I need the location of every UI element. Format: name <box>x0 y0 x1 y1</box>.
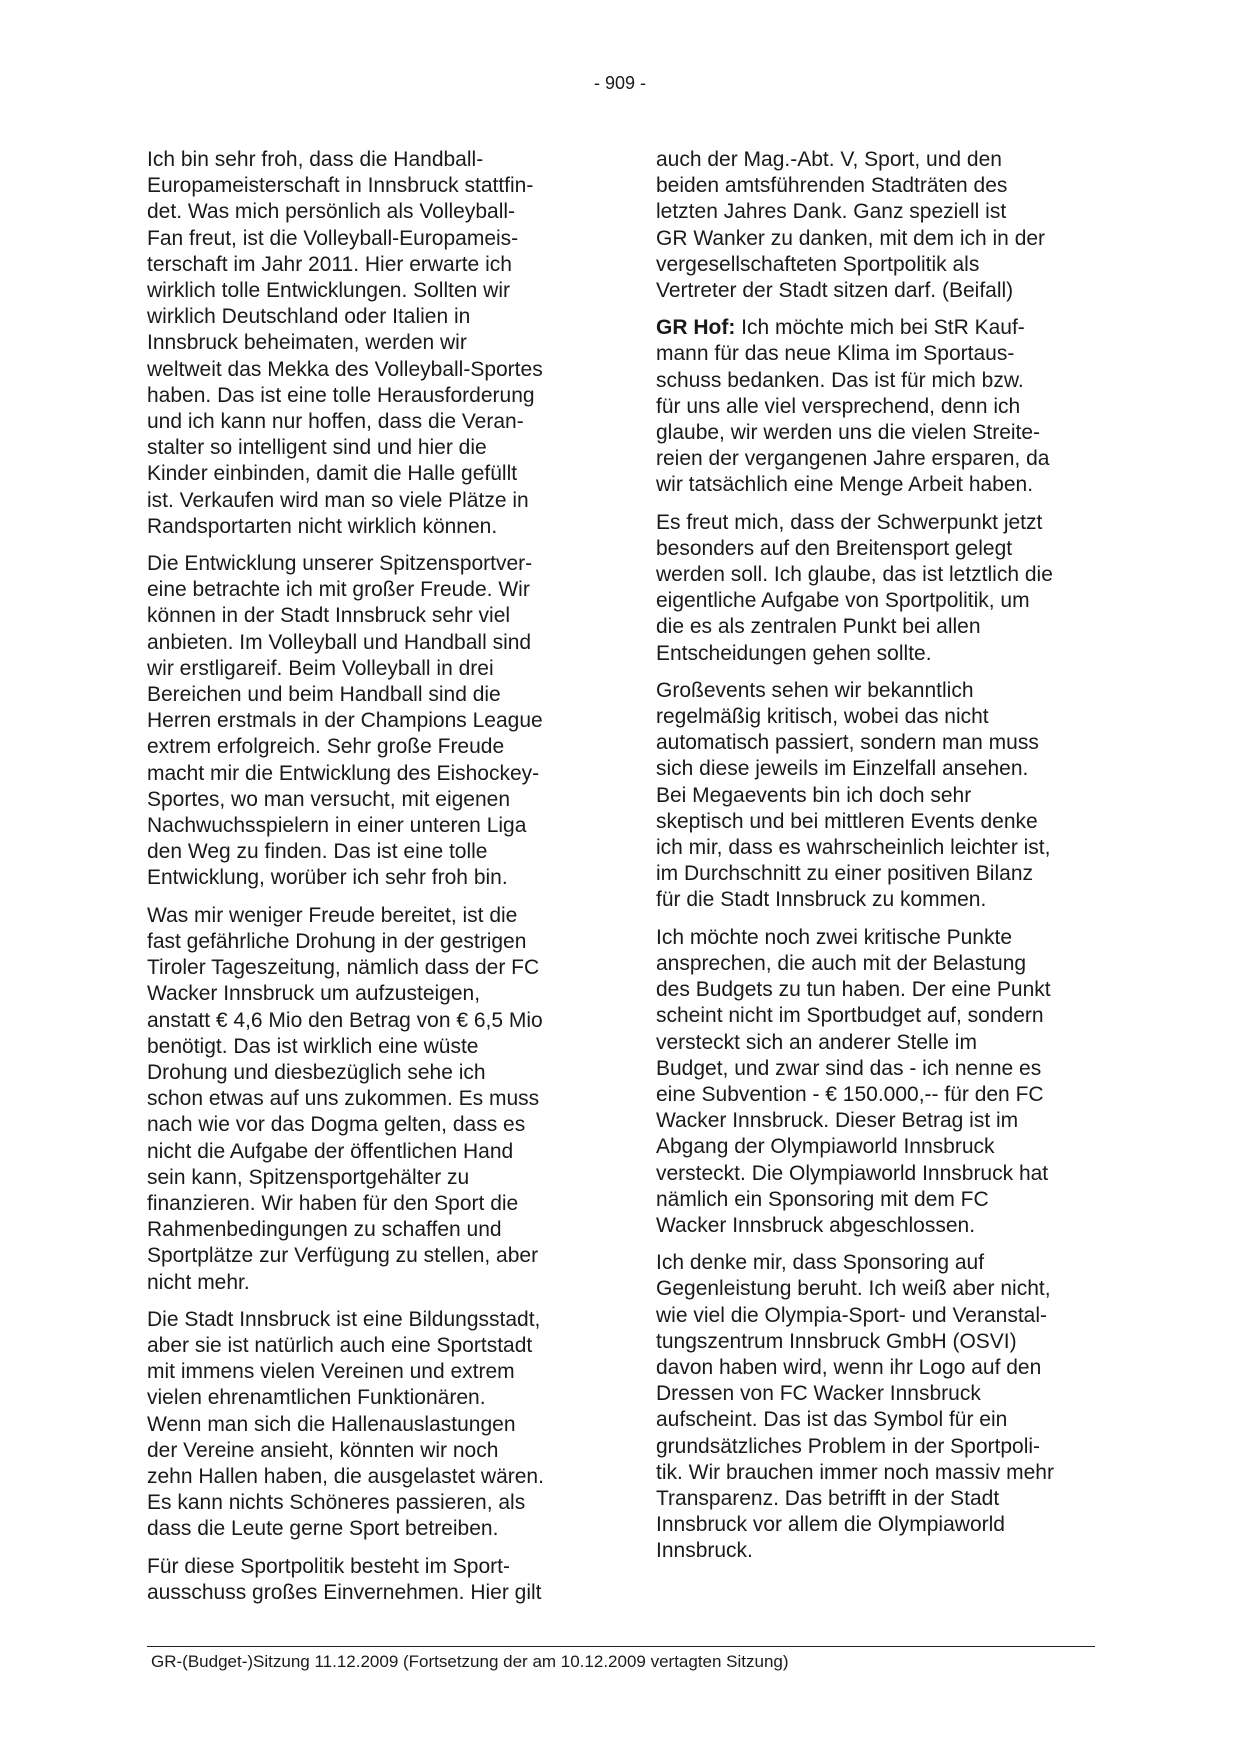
text-line: tungszentrum Innsbruck GmbH (OSVI) <box>656 1329 1017 1353</box>
text-line: für die Stadt Innsbruck zu kommen. <box>656 888 987 912</box>
text-line: Dressen von FC Wacker Innsbruck <box>656 1382 981 1406</box>
text-line: nämlich ein Sponsoring mit dem FC <box>656 1187 989 1211</box>
text-line: zehn Hallen haben, die ausgelastet wären. <box>147 1464 544 1488</box>
text-line: aufscheint. Das ist das Symbol für ein <box>656 1408 1008 1432</box>
text-line: dass die Leute gerne Sport betreiben. <box>147 1517 499 1541</box>
text-line: Innsbruck beheimaten, werden wir <box>147 331 467 355</box>
paragraph <box>147 551 587 892</box>
text-line: grundsätzliches Problem in der Sportpoli- <box>656 1434 1041 1458</box>
text-line: Großevents sehen wir bekanntlich <box>656 678 974 702</box>
paragraph <box>147 1554 587 1606</box>
footer-text: GR-(Budget-)Sitzung 11.12.2009 (Fortsetzung der am 10.12.2009 vertagten Sitzung) <box>151 1652 789 1671</box>
text-line: Herren erstmals in der Champions League <box>147 709 543 733</box>
text-line: Tiroler Tageszeitung, nämlich dass der FC <box>147 956 540 980</box>
text-line: für uns alle viel versprechend, denn ich <box>656 394 1021 418</box>
text-line: eine betrachte ich mit großer Freude. Wir <box>147 578 530 602</box>
text-line: den Weg zu finden. Das ist eine tolle <box>147 840 488 864</box>
text-line: die es als zentralen Punkt bei allen <box>656 615 981 639</box>
text-line: nach wie vor das Dogma gelten, dass es <box>147 1113 526 1137</box>
text-line: schon etwas auf uns zukommen. Es muss <box>147 1087 540 1111</box>
text-line: Europameisterschaft in Innsbruck stattfin- <box>147 174 534 198</box>
text-line: scheint nicht im Sportbudget auf, sondern <box>656 1004 1044 1028</box>
text-line: ausschuss großes Einvernehmen. Hier gilt <box>147 1580 542 1604</box>
text-line: benötigt. Das ist wirklich eine wüste <box>147 1034 479 1058</box>
text-line: anbieten. Im Volleyball und Handball sind <box>147 630 532 654</box>
text-line: werden soll. Ich glaube, das ist letztlich die <box>656 563 1053 587</box>
text-line: regelmäßig kritisch, wobei das nicht <box>656 705 989 729</box>
text-line: mit immens vielen Vereinen und extrem <box>147 1360 515 1384</box>
text-line: Es kann nichts Schöneres passieren, als <box>147 1491 526 1515</box>
page-number: - 909 - <box>593 73 647 93</box>
text-line: Wenn man sich die Hallenauslastungen <box>147 1412 516 1436</box>
text-line: nicht mehr. <box>147 1270 250 1294</box>
text-line: fast gefährliche Drohung in der gestrigen <box>147 929 527 953</box>
text-line: auch der Mag.-Abt. V, Sport, und den <box>656 148 1002 171</box>
text-line: Ich bin sehr froh, dass die Handball- <box>147 148 484 171</box>
text-line: Randsportarten nicht wirklich können. <box>147 514 498 538</box>
text-line: reien der vergangenen Jahre ersparen, da <box>656 447 1050 471</box>
text-line: im Durchschnitt zu einer positiven Bilanz <box>656 862 1033 886</box>
text-line: Transparenz. Das betrifft in der Stadt <box>656 1486 1000 1510</box>
text-line: Es freut mich, dass der Schwerpunkt jetzt <box>656 510 1043 534</box>
text-line: nicht die Aufgabe der öffentlichen Hand <box>147 1139 514 1163</box>
text-line: eine Subvention - € 150.000,-- für den FC <box>656 1082 1044 1106</box>
text-line: Was mir weniger Freude bereitet, ist die <box>147 903 518 927</box>
text-line: versteckt. Die Olympiaworld Innsbruck hat <box>656 1161 1049 1185</box>
text-line: Entscheidungen gehen sollte. <box>656 641 932 665</box>
text-line: det. Was mich persönlich als Volleyball- <box>147 200 516 224</box>
text-line: können in der Stadt Innsbruck sehr viel <box>147 604 511 628</box>
text-line: ist. Verkaufen wird man so viele Plätze in <box>147 488 529 512</box>
text-line <box>656 315 1096 341</box>
text-line: Entwicklung, worüber ich sehr froh bin. <box>147 866 508 890</box>
text-line: Vertreter der Stadt sitzen darf. (Beifall) <box>656 279 1014 303</box>
text-line: Kinder einbinden, damit die Halle gefüllt <box>147 462 518 486</box>
paragraph <box>147 147 587 540</box>
paragraph <box>656 1250 1096 1564</box>
text-line: ich mir, dass es wahrscheinlich leichter ist, <box>656 836 1051 860</box>
paragraph <box>656 147 1096 304</box>
paragraph <box>147 1307 587 1543</box>
text-line: Drohung und diesbezüglich sehe ich <box>147 1060 486 1084</box>
text-line: skeptisch und bei mittleren Events denke <box>656 809 1038 833</box>
right-column <box>656 147 1096 1576</box>
text-line: Für diese Sportpolitik besteht im Sport- <box>147 1554 510 1578</box>
text-line: automatisch passiert, sondern man muss <box>656 731 1039 755</box>
text-line: davon haben wird, wenn ihr Logo auf den <box>656 1355 1042 1379</box>
text-line: und ich kann nur hoffen, dass die Veran- <box>147 410 524 434</box>
text-line: Bereichen und beim Handball sind die <box>147 683 501 707</box>
text-line: sich diese jeweils im Einzelfall ansehen. <box>656 757 1029 781</box>
text-line: Innsbruck. <box>656 1539 753 1563</box>
text-line: wie viel die Olympia-Sport- und Veranstal- <box>656 1303 1048 1327</box>
text-line: wirklich tolle Entwicklungen. Sollten wir <box>147 279 510 303</box>
speaker-label: GR Hof: <box>656 316 736 340</box>
text-line: macht mir die Entwicklung des Eishockey- <box>147 761 540 785</box>
text-line: letzten Jahres Dank. Ganz speziell ist <box>656 200 1007 224</box>
text-line: Die Stadt Innsbruck ist eine Bildungsstadt, <box>147 1307 541 1331</box>
text-line: weltweit das Mekka des Volleyball-Sportes <box>147 357 543 381</box>
text-line: Sportplätze zur Verfügung zu stellen, aber <box>147 1244 539 1268</box>
text-line: aber sie ist natürlich auch eine Sportstadt <box>147 1333 533 1357</box>
text-line: ansprechen, die auch mit der Belastung <box>656 951 1027 975</box>
text-line: vielen ehrenamtlichen Funktionären. <box>147 1386 486 1410</box>
text-line: eigentliche Aufgabe von Sportpolitik, um <box>656 589 1030 613</box>
text-line: Abgang der Olympiaworld Innsbruck <box>656 1135 995 1159</box>
text-line: Budget, und zwar sind das - ich nenne es <box>656 1056 1042 1080</box>
text-line: wir tatsächlich eine Menge Arbeit haben. <box>656 473 1034 497</box>
text-line: stalter so intelligent sind und hier die <box>147 436 487 460</box>
text-line: finanzieren. Wir haben für den Sport die <box>147 1191 519 1215</box>
paragraph <box>656 510 1096 667</box>
text-line: Wacker Innsbruck um aufzusteigen, <box>147 982 481 1006</box>
text-line: Ich möchte noch zwei kritische Punkte <box>656 925 1012 949</box>
text-line: glaube, wir werden uns die vielen Streite- <box>656 421 1041 445</box>
text-line: extrem erfolgreich. Sehr große Freude <box>147 735 505 759</box>
speaker-line-rest: Ich möchte mich bei StR Kauf- <box>735 316 1025 340</box>
text-line: Sportes, wo man versucht, mit eigenen <box>147 787 511 811</box>
text-line: schuss bedanken. Das ist für mich bzw. <box>656 368 1024 392</box>
text-line: Gegenleistung beruht. Ich weiß aber nicht, <box>656 1277 1051 1301</box>
text-line: Innsbruck vor allem die Olympiaworld <box>656 1513 1005 1537</box>
text-line: Ich denke mir, dass Sponsoring auf <box>656 1251 985 1275</box>
text-line: sein kann, Spitzensportgehälter zu <box>147 1165 470 1189</box>
text-line: Wacker Innsbruck. Dieser Betrag ist im <box>656 1109 1019 1133</box>
paragraph <box>656 925 1096 1239</box>
text-line: besonders auf den Breitensport gelegt <box>656 536 1013 560</box>
text-line: des Budgets zu tun haben. Der eine Punkt <box>656 978 1051 1002</box>
text-line: Rahmenbedingungen zu schaffen und <box>147 1218 502 1242</box>
text-line: tik. Wir brauchen immer noch massiv mehr <box>656 1460 1054 1484</box>
text-line: Bei Megaevents bin ich doch sehr <box>656 783 972 807</box>
text-line: haben. Das ist eine tolle Herausforderung <box>147 383 535 407</box>
paragraph <box>147 903 587 1296</box>
text-line: wir erstligareif. Beim Volleyball in drei <box>147 656 494 680</box>
text-line: der Vereine ansieht, könnten wir noch <box>147 1438 499 1462</box>
text-line: wirklich Deutschland oder Italien in <box>147 305 471 329</box>
text-line: Nachwuchsspielern in einer unteren Liga <box>147 814 527 838</box>
text-line: versteckt sich an anderer Stelle im <box>656 1030 977 1054</box>
text-line: Wacker Innsbruck abgeschlossen. <box>656 1213 976 1237</box>
text-line: Die Entwicklung unserer Spitzensportver- <box>147 552 533 576</box>
text-line: mann für das neue Klima im Sportaus- <box>656 342 1015 366</box>
text-line: terschaft im Jahr 2011. Hier erwarte ich <box>147 252 512 276</box>
footer-divider <box>147 1646 1095 1647</box>
text-line: anstatt € 4,6 Mio den Betrag von € 6,5 Mio <box>147 1008 543 1032</box>
text-line: vergesellschafteten Sportpolitik als <box>656 252 980 276</box>
paragraph <box>656 678 1096 914</box>
text-line: GR Wanker zu danken, mit dem ich in der <box>656 226 1046 250</box>
left-column <box>147 147 587 1617</box>
paragraph <box>656 315 1096 498</box>
text-line: Fan freut, ist die Volleyball-Europameis- <box>147 226 519 250</box>
text-line: beiden amtsführenden Stadträten des <box>656 174 1008 198</box>
